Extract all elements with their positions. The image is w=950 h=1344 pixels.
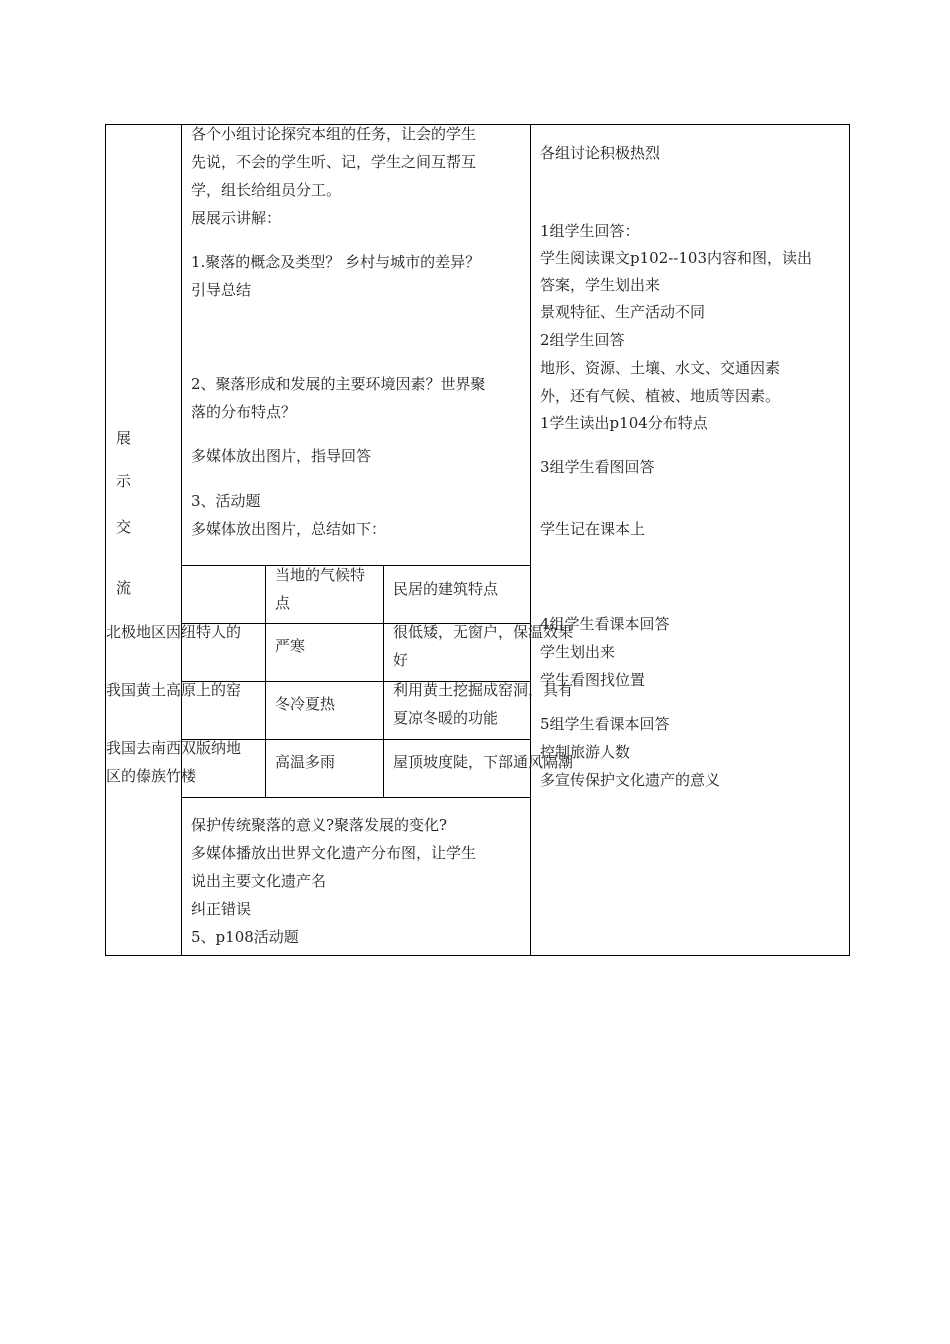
table-row1-feature-2: 好 [393,651,409,669]
student-g5-line3: 多宣传保护文化遗产的意义 [540,771,721,789]
teacher-q2-line2: 落的分布特点？ [191,403,297,421]
inner-table-col1 [265,565,266,797]
table-header-climate-2: 点 [275,594,291,612]
table-row3-region-1: 我国去南西双版纳地 [106,739,242,757]
teacher-intro-1: 各个小组讨论探究本组的任务，让会的学生 [191,125,477,143]
stage-label-2: 示 [116,472,132,490]
table-row1-feature-1: 很低矮，无窗户，保温效果 [393,623,574,641]
teacher-q4-line5: 5、p108活动题 [191,928,299,946]
table-row2-feature-2: 夏凉冬暖的功能 [393,709,499,727]
teacher-q2-line1: 2、聚落形成和发展的主要环境因素？世界聚 [191,375,486,393]
student-g1-line6: 地形、资源、土壤、水文、交通因素 [540,359,781,377]
student-g1-line8: 1学生读出p104分布特点 [540,414,708,432]
inner-table-bottom [181,797,531,798]
inner-table-col2 [383,565,384,797]
table-row2-feature-1: 利用黄土挖掘成窑洞，具有 [393,681,574,699]
student-g1-line1: 1组学生回答： [540,222,640,240]
student-g1-line7: 外，还有气候、植被、地质等因素。 [540,387,781,405]
student-g5-line1: 5组学生看课本回答 [540,715,670,733]
student-g1-line5: 2组学生回答 [540,331,625,349]
table-header-feature: 民居的建筑特点 [393,580,499,598]
student-discussion: 各组讨论积极热烈 [540,144,661,162]
teacher-q2-guide: 多媒体放出图片，指导回答 [191,447,372,465]
teacher-q4-line1: 保护传统聚落的意义?聚落发展的变化? [191,816,448,834]
student-g3-note: 学生记在课本上 [540,520,646,538]
table-row3-region-2: 区的傣族竹楼 [106,767,197,785]
column-divider-student [530,124,531,956]
teacher-intro-3: 学，组长给组员分工。 [191,181,342,199]
student-g1-line3: 答案，学生划出来 [540,276,661,294]
table-border-bottom [105,955,850,956]
teacher-q1-line2: 引导总结 [191,281,252,299]
student-g1-line4: 景观特征、生产活动不同 [540,303,706,321]
student-g4-line2: 学生划出来 [540,643,616,661]
table-row3-feature: 屋顶坡度陡，下部通风隔潮 [393,753,574,771]
column-divider-stage [181,124,182,956]
table-border-right [849,124,850,956]
teacher-q4-line2: 多媒体播放出世界文化遗产分布图，让学生 [191,844,477,862]
student-g4-line1: 4组学生看课本回答 [540,615,670,633]
table-row2-climate: 冬冷夏热 [275,695,336,713]
student-g4-line3: 学生看图找位置 [540,671,646,689]
stage-label-4: 流 [116,579,132,597]
teacher-q4-line3: 说出主要文化遗产名 [191,872,327,890]
teacher-q3-line1: 3、活动题 [191,492,261,510]
teacher-intro-4: 展展示讲解： [191,209,282,227]
teacher-q3-line2: 多媒体放出图片，总结如下： [191,520,387,538]
table-row3-climate: 高温多雨 [275,753,336,771]
table-row1-climate: 严寒 [275,637,306,655]
student-g5-line2: 控制旅游人数 [540,743,631,761]
student-g3: 3组学生看图回答 [540,458,655,476]
student-g1-line2: 学生阅读课文p102--103内容和图，读出 [540,249,813,267]
table-row1-region: 北极地区因纽特人的 [106,623,242,641]
table-header-climate-1: 当地的气候特 [275,566,366,584]
table-row2-region: 我国黄土高原上的窑 [106,681,242,699]
teacher-q4-line4: 纠正错误 [191,900,252,918]
table-border-left [105,124,106,956]
stage-label-3: 交 [116,518,132,536]
teacher-q1-line1: 1.聚落的概念及类型？ 乡村与城市的差异？ [191,253,481,271]
teacher-intro-2: 先说，不会的学生听、记，学生之间互帮互 [191,153,477,171]
stage-label-1: 展 [116,429,132,447]
